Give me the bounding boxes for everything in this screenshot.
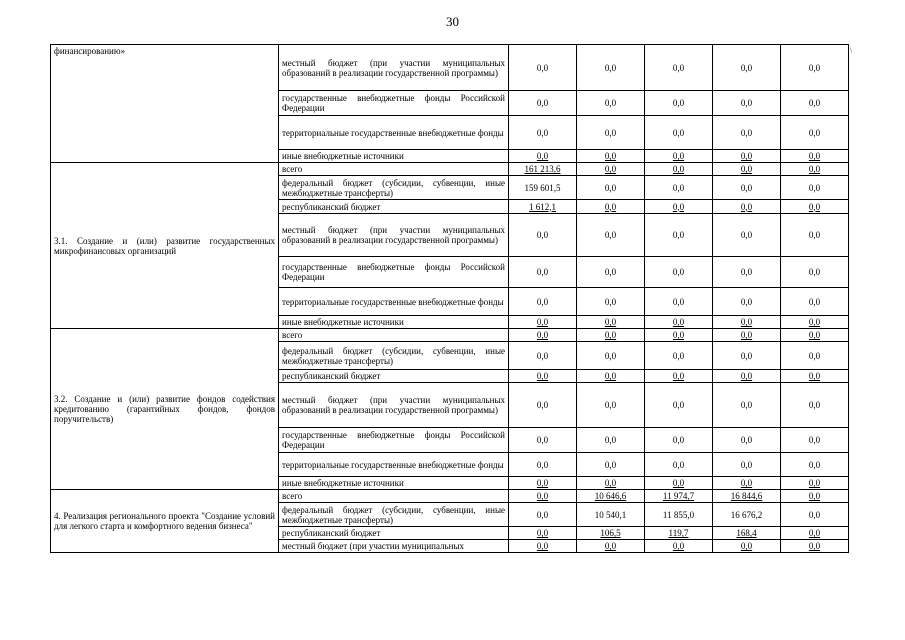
section-title: 3.1. Создание и (или) развитие государственных микрофинансовых организаций (51, 163, 279, 329)
amount-cell (645, 428, 713, 453)
amount-value: 0,0 (604, 230, 617, 240)
amount-value: 0,0 (740, 164, 753, 174)
amount-cell (713, 316, 781, 329)
amount-cell (713, 257, 781, 288)
amount-cell (713, 370, 781, 383)
amount-cell (781, 383, 849, 428)
amount-value: 0,0 (672, 478, 685, 488)
amount-cell (781, 342, 849, 370)
scan-mark: \ (850, 46, 853, 55)
amount-value: 0,0 (808, 528, 821, 538)
amount-cell (781, 91, 849, 116)
amount-cell (509, 383, 577, 428)
amount-cell (781, 477, 849, 490)
table-row (51, 329, 849, 342)
amount-value: 0,0 (672, 62, 685, 73)
amount-cell (509, 490, 577, 503)
amount-cell (577, 45, 645, 91)
amount-value: 0,0 (672, 400, 685, 410)
amount-value: 0,0 (808, 98, 821, 108)
amount-cell (713, 150, 781, 163)
amount-cell (509, 540, 577, 553)
amount-cell (781, 428, 849, 453)
funding-source: территориальные государственные внебюджетные фонды (279, 288, 509, 316)
amount-cell (509, 176, 577, 200)
amount-cell (781, 200, 849, 214)
amount-value: 11 855,0 (662, 509, 695, 520)
amount-cell (713, 288, 781, 316)
amount-value: 0,0 (808, 350, 821, 361)
amount-cell (577, 163, 645, 176)
amount-value: 106,5 (600, 528, 621, 538)
amount-cell (713, 453, 781, 477)
funding-source: иные внебюджетные источники (279, 150, 509, 163)
funding-source: государственные внебюджетные фонды Российской Федерации (279, 91, 509, 116)
amount-value: 0,0 (808, 182, 821, 193)
amount-value: 0,0 (808, 317, 821, 327)
amount-cell (577, 288, 645, 316)
funding-source: территориальные государственные внебюджетные фонды (279, 116, 509, 150)
amount-value: 0,0 (672, 541, 685, 551)
amount-cell (645, 257, 713, 288)
amount-cell (713, 200, 781, 214)
amount-cell (509, 503, 577, 527)
amount-cell (645, 45, 713, 91)
amount-value: 0,0 (740, 317, 753, 327)
amount-value: 0,0 (604, 182, 617, 193)
amount-cell (645, 316, 713, 329)
amount-cell (781, 540, 849, 553)
amount-cell (781, 116, 849, 150)
amount-value: 0,0 (536, 478, 549, 488)
amount-cell (645, 370, 713, 383)
amount-cell (577, 527, 645, 540)
amount-value: 0,0 (672, 459, 685, 470)
funding-source: местный бюджет (при участии муниципальных образований в реализации государственной программы) (279, 383, 509, 428)
funding-source: федеральный бюджет (субсидии, субвенции, иные межбюджетные трансферты) (279, 342, 509, 370)
amount-cell (713, 91, 781, 116)
amount-cell (781, 176, 849, 200)
amount-value: 0,0 (604, 541, 617, 551)
amount-cell (645, 214, 713, 257)
amount-cell (781, 329, 849, 342)
amount-cell (645, 329, 713, 342)
amount-value: 119,7 (668, 528, 689, 538)
amount-value: 0,0 (740, 98, 753, 108)
amount-value: 16 844,6 (730, 491, 763, 501)
amount-cell (713, 540, 781, 553)
amount-cell (713, 342, 781, 370)
amount-cell (781, 490, 849, 503)
funding-source: всего (279, 163, 509, 176)
amount-value: 0,0 (672, 151, 685, 161)
amount-cell (781, 163, 849, 176)
amount-value: 0,0 (536, 491, 549, 501)
amount-value: 0,0 (808, 371, 821, 381)
amount-cell (577, 428, 645, 453)
funding-source: местный бюджет (при участии муниципальных образований в реализации государственной программы) (279, 214, 509, 257)
amount-value: 0,0 (808, 151, 821, 161)
amount-value: 0,0 (740, 371, 753, 381)
amount-value: 0,0 (808, 509, 821, 520)
section-title: 3.2. Создание и (или) развитие фондов содействия кредитованию (гарантийных фондов, фондов поручительств) (51, 329, 279, 490)
amount-cell (509, 116, 577, 150)
amount-value: 0,0 (740, 541, 753, 551)
amount-value: 0,0 (808, 201, 821, 212)
amount-value: 0,0 (536, 98, 549, 108)
amount-cell (645, 342, 713, 370)
funding-source: республиканский бюджет (279, 200, 509, 214)
funding-source: федеральный бюджет (субсидии, субвенции, иные межбюджетные трансферты) (279, 503, 509, 527)
funding-source: государственные внебюджетные фонды Российской Федерации (279, 257, 509, 288)
amount-cell (645, 150, 713, 163)
amount-cell (509, 288, 577, 316)
amount-value: 10 540,1 (594, 509, 627, 520)
amount-cell (781, 214, 849, 257)
table-row (51, 163, 849, 176)
amount-value: 10 646,6 (594, 491, 627, 501)
amount-value: 0,0 (536, 296, 549, 307)
amount-value: 0,0 (672, 296, 685, 307)
amount-cell (645, 503, 713, 527)
amount-value: 0,0 (740, 267, 753, 277)
amount-value: 0,0 (740, 350, 753, 361)
amount-cell (577, 316, 645, 329)
amount-value: 0,0 (808, 230, 821, 240)
amount-value: 159 601,5 (524, 182, 561, 193)
amount-value: 0,0 (740, 478, 753, 488)
amount-value: 0,0 (808, 62, 821, 73)
funding-source: местный бюджет (при участии муниципальных (279, 540, 509, 553)
amount-cell (577, 503, 645, 527)
amount-value: 0,0 (808, 267, 821, 277)
funding-source: государственные внебюджетные фонды Российской Федерации (279, 428, 509, 453)
amount-cell (713, 214, 781, 257)
amount-value: 0,0 (604, 435, 617, 445)
amount-value: 0,0 (604, 267, 617, 277)
amount-cell (645, 116, 713, 150)
amount-cell (509, 214, 577, 257)
amount-value: 0,0 (536, 528, 549, 538)
amount-cell (509, 342, 577, 370)
amount-value: 16 676,2 (730, 509, 763, 520)
amount-cell (781, 527, 849, 540)
amount-cell (645, 176, 713, 200)
amount-cell (509, 200, 577, 214)
amount-cell (713, 45, 781, 91)
amount-value: 0,0 (740, 201, 753, 212)
amount-cell (645, 477, 713, 490)
amount-cell (577, 477, 645, 490)
amount-value: 0,0 (672, 317, 685, 327)
amount-value: 0,0 (604, 400, 617, 410)
amount-value: 0,0 (740, 330, 753, 340)
amount-value: 0,0 (672, 98, 685, 108)
amount-value: 0,0 (808, 478, 821, 488)
amount-cell (577, 150, 645, 163)
amount-value: 0,0 (604, 317, 617, 327)
amount-value: 0,0 (672, 127, 685, 138)
funding-source: федеральный бюджет (субсидии, субвенции, иные межбюджетные трансферты) (279, 176, 509, 200)
amount-value: 0,0 (536, 435, 549, 445)
amount-cell (577, 116, 645, 150)
amount-cell (509, 91, 577, 116)
amount-value: 0,0 (604, 127, 617, 138)
amount-value: 0,0 (808, 330, 821, 340)
amount-value: 0,0 (808, 435, 821, 445)
funding-source: иные внебюджетные источники (279, 477, 509, 490)
amount-cell (781, 45, 849, 91)
funding-source: местный бюджет (при участии муниципальных образований в реализации государственной программы) (279, 45, 509, 91)
amount-value: 0,0 (672, 164, 685, 174)
table-row (51, 45, 849, 91)
amount-cell (509, 370, 577, 383)
amount-cell (713, 163, 781, 176)
budget-table (50, 44, 849, 553)
amount-value: 0,0 (808, 164, 821, 174)
amount-value: 0,0 (672, 201, 685, 212)
amount-cell (509, 477, 577, 490)
amount-cell (577, 540, 645, 553)
amount-cell (713, 428, 781, 453)
amount-cell (713, 116, 781, 150)
amount-value: 0,0 (740, 400, 753, 410)
amount-value: 0,0 (536, 371, 549, 381)
amount-cell (645, 91, 713, 116)
amount-cell (781, 288, 849, 316)
funding-source: всего (279, 490, 509, 503)
funding-source: всего (279, 329, 509, 342)
amount-cell (577, 176, 645, 200)
amount-cell (577, 490, 645, 503)
table-row (51, 490, 849, 503)
amount-cell (577, 200, 645, 214)
amount-value: 0,0 (808, 127, 821, 138)
amount-value: 0,0 (740, 127, 753, 138)
amount-cell (577, 383, 645, 428)
amount-value: 0,0 (740, 62, 753, 73)
amount-value: 0,0 (604, 350, 617, 361)
amount-cell (645, 163, 713, 176)
amount-cell (781, 316, 849, 329)
amount-cell (713, 490, 781, 503)
amount-value: 0,0 (536, 459, 549, 470)
amount-cell (781, 257, 849, 288)
amount-cell (509, 329, 577, 342)
amount-cell (713, 503, 781, 527)
section-title: 4. Реализация регионального проекта "Создание условий для легкого старта и комфортного ведения бизнеса" (51, 490, 279, 553)
amount-value: 0,0 (808, 459, 821, 470)
amount-value: 0,0 (536, 62, 549, 73)
amount-cell (509, 428, 577, 453)
amount-cell (509, 316, 577, 329)
amount-value: 0,0 (604, 459, 617, 470)
amount-cell (509, 150, 577, 163)
amount-value: 0,0 (604, 98, 617, 108)
amount-cell (713, 383, 781, 428)
amount-cell (509, 163, 577, 176)
amount-value: 0,0 (604, 62, 617, 73)
amount-cell (577, 257, 645, 288)
amount-value: 0,0 (808, 296, 821, 307)
amount-cell (645, 540, 713, 553)
amount-cell (577, 91, 645, 116)
amount-value: 0,0 (740, 151, 753, 161)
funding-source: республиканский бюджет (279, 370, 509, 383)
amount-cell (577, 453, 645, 477)
amount-cell (713, 477, 781, 490)
amount-value: 0,0 (536, 151, 549, 161)
amount-value: 0,0 (536, 509, 549, 520)
amount-value: 0,0 (808, 400, 821, 410)
funding-source: республиканский бюджет (279, 527, 509, 540)
amount-value: 168,4 (736, 528, 757, 538)
amount-cell (509, 453, 577, 477)
amount-value: 0,0 (672, 267, 685, 277)
amount-cell (509, 257, 577, 288)
amount-value: 0,0 (536, 267, 549, 277)
amount-value: 0,0 (604, 478, 617, 488)
amount-value: 0,0 (672, 330, 685, 340)
amount-cell (645, 200, 713, 214)
amount-cell (509, 45, 577, 91)
amount-value: 0,0 (536, 330, 549, 340)
amount-cell (509, 527, 577, 540)
amount-value: 0,0 (536, 317, 549, 327)
amount-cell (577, 214, 645, 257)
amount-value: 0,0 (740, 435, 753, 445)
amount-value: 0,0 (536, 400, 549, 410)
amount-value: 0,0 (672, 230, 685, 240)
amount-cell (645, 490, 713, 503)
amount-cell (645, 453, 713, 477)
amount-cell (781, 453, 849, 477)
amount-cell (713, 527, 781, 540)
amount-cell (577, 329, 645, 342)
amount-cell (781, 150, 849, 163)
amount-cell (713, 176, 781, 200)
amount-value: 0,0 (740, 296, 753, 307)
amount-value: 0,0 (604, 151, 617, 161)
amount-value: 0,0 (740, 182, 753, 193)
amount-value: 0,0 (672, 371, 685, 381)
amount-value: 0,0 (536, 541, 549, 551)
amount-value: 0,0 (672, 435, 685, 445)
amount-value: 0,0 (536, 230, 549, 240)
amount-value: 0,0 (604, 330, 617, 340)
amount-cell (781, 370, 849, 383)
amount-value: 0,0 (740, 230, 753, 240)
page-number: 30 (446, 14, 459, 29)
amount-value: 161 213,6 (524, 164, 561, 174)
amount-value: 0,0 (808, 491, 821, 501)
funding-source: иные внебюджетные источники (279, 316, 509, 329)
amount-value: 0,0 (672, 182, 685, 193)
amount-cell (645, 288, 713, 316)
amount-value: 0,0 (808, 541, 821, 551)
amount-value: 1 612,1 (529, 201, 556, 212)
amount-cell (781, 503, 849, 527)
section-title: финансированию» (51, 45, 279, 163)
amount-value: 11 974,7 (662, 491, 695, 501)
amount-cell (713, 329, 781, 342)
amount-cell (577, 342, 645, 370)
amount-value: 0,0 (672, 350, 685, 361)
funding-source: территориальные государственные внебюджетные фонды (279, 453, 509, 477)
amount-value: 0,0 (536, 350, 549, 361)
amount-value: 0,0 (536, 127, 549, 138)
amount-value: 0,0 (604, 201, 617, 212)
amount-value: 0,0 (604, 296, 617, 307)
amount-cell (577, 370, 645, 383)
amount-cell (645, 527, 713, 540)
amount-cell (645, 383, 713, 428)
amount-value: 0,0 (604, 164, 617, 174)
amount-value: 0,0 (604, 371, 617, 381)
amount-value: 0,0 (740, 459, 753, 470)
